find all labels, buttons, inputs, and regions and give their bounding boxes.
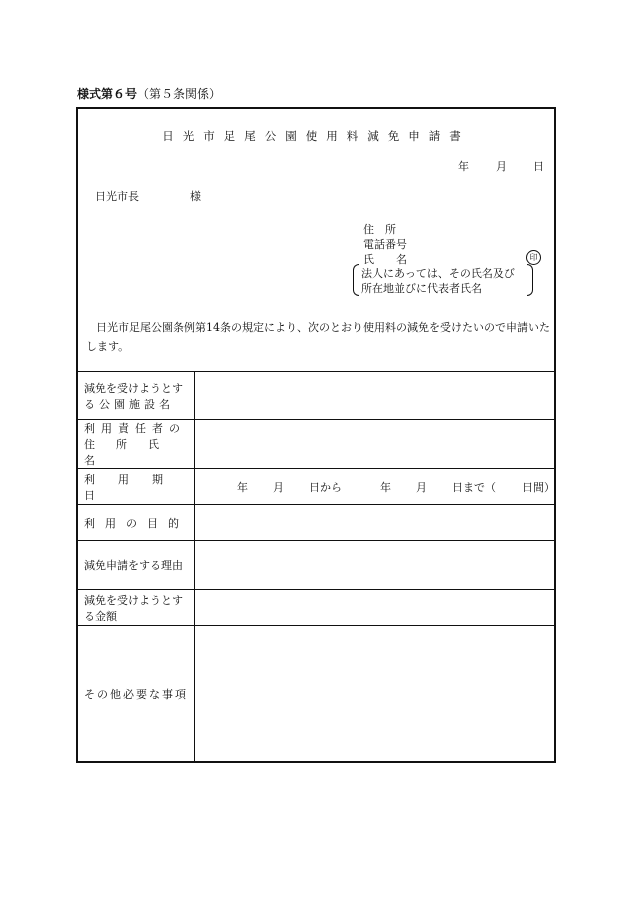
amount-label [78,590,195,625]
reason-input[interactable] [195,541,554,589]
corporation-note-line2: 所在地並びに代表者氏名 [361,282,482,295]
recipient-name: 日光市長 [95,190,139,203]
other-label [78,626,195,762]
purpose-row [78,505,554,541]
form-number-label [77,85,221,102]
period-label-text: 利用期日 [84,472,186,502]
application-statement [86,318,554,356]
facility-input[interactable] [195,372,554,419]
facility-label [78,372,195,419]
responsible-input[interactable] [195,420,554,468]
application-form-frame [76,107,556,763]
other-label-text: その他必要な事項 [84,688,188,701]
statement-text: 日光市足尾公園条例第14条の規定により、次のとおり使用料の減免を受けたいので申請いたします。 [86,321,550,353]
application-table [78,371,554,762]
form-number: 様式第６号 [77,87,138,101]
amount-row [78,590,554,626]
period-row [78,469,554,505]
period-year2: 年 [380,480,391,494]
right-bracket [527,264,533,296]
purpose-input[interactable] [195,505,554,540]
reason-label [78,541,195,589]
phone-label: 電話番号 [363,238,407,251]
period-month2: 月 [416,480,427,494]
period-label [78,469,195,504]
form-title: 日光市足尾公園使用料減免申請書 [162,129,470,143]
purpose-label-text: 利用の目的 [84,516,189,530]
address-label: 住 所 [363,223,396,236]
period-until: 日まで（ [452,480,496,494]
reason-label-text: 減免申請をする理由 [84,559,183,572]
date-day-label: 日 [533,160,544,173]
date-year-label: 年 [458,160,469,173]
purpose-label [78,505,195,540]
responsible-label [78,420,195,468]
period-year1: 年 [237,480,248,494]
reason-row [78,541,554,590]
period-input[interactable] [195,469,554,504]
period-days: 日間） [522,480,555,494]
left-bracket [353,264,359,296]
recipient-honorific: 様 [190,190,201,203]
corporation-note-line1: 法人にあっては、その氏名及び [361,267,515,280]
other-input[interactable] [195,626,554,762]
responsible-label-line1: 利用責任者の [84,422,186,435]
facility-label-line1: 減免を受けようとす [84,381,183,395]
responsible-label-line2: 住所氏名 [84,438,180,467]
facility-row [78,372,554,420]
amount-label-line1: 減免を受けようとす [84,593,183,607]
facility-label-line2: る公園施設名 [84,397,174,411]
date-month-label: 月 [496,160,507,173]
amount-input[interactable] [195,590,554,625]
name-label: 氏 名 [363,253,407,266]
other-row [78,626,554,762]
period-from: 日から [309,480,342,494]
responsible-row [78,420,554,469]
seal-mark-icon: 印 [526,250,541,265]
period-month1: 月 [273,480,284,494]
amount-label-line2: る金額 [84,609,117,623]
form-article-ref: （第５条関係） [137,87,222,101]
